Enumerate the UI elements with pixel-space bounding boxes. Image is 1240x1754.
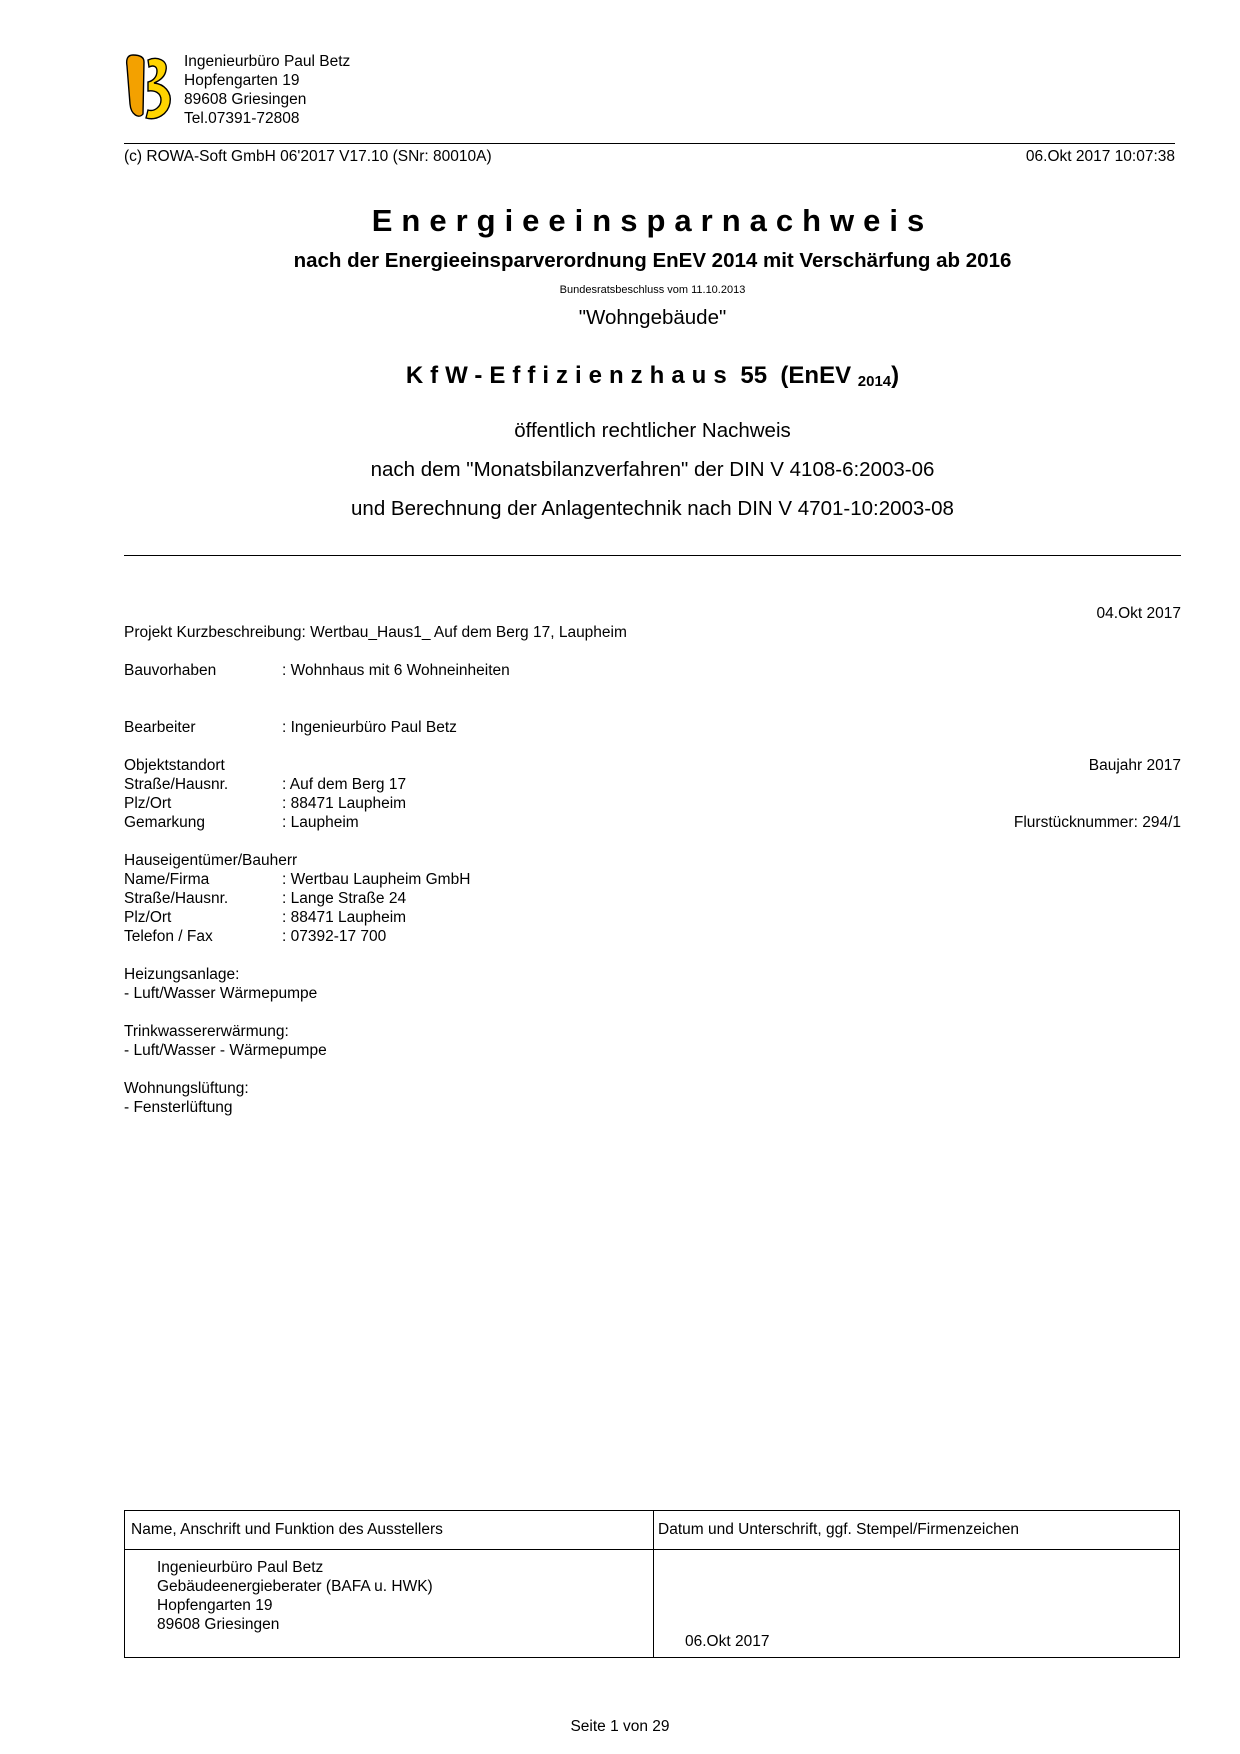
owner-value: : Wertbau Laupheim GmbH: [282, 871, 471, 888]
document-title: Energieeinsparnachweis: [371, 203, 934, 238]
standort-label: Gemarkung: [124, 814, 205, 831]
kfw-number: 55: [740, 362, 768, 389]
issuer-date: 06.Okt 2017: [685, 1633, 770, 1650]
bearbeiter-value: : Ingenieurbüro Paul Betz: [282, 719, 457, 736]
owner-label: Plz/Ort: [124, 909, 172, 926]
owner-heading: Hauseigentümer/Bauherr: [124, 852, 298, 869]
kfw-label: KfW-Effizienzhaus: [405, 362, 734, 389]
kfw-enev: (EnEV: [780, 362, 852, 389]
betz-logo-icon: [124, 52, 176, 124]
office-line: Ingenieurbüro Paul Betz: [184, 53, 351, 70]
page-number: Seite 1 von 29: [570, 1718, 670, 1735]
flurstueck-number: Flurstücknummer: 294/1: [1013, 814, 1181, 831]
office-address: [184, 52, 350, 128]
standort-value: : 88471 Laupheim: [282, 795, 407, 812]
issuer-address-line: Ingenieurbüro Paul Betz: [157, 1559, 324, 1576]
bearbeiter-label: Bearbeiter: [124, 719, 196, 736]
owner-value: : 88471 Laupheim: [282, 909, 407, 926]
project-date: 04.Okt 2017: [1096, 605, 1181, 622]
section-rule: [124, 555, 1181, 556]
header-rule: [124, 143, 1175, 144]
print-timestamp: 06.Okt 2017 10:07:38: [1025, 148, 1175, 165]
heizung-label: Heizungsanlage:: [124, 966, 240, 983]
owner-label: Name/Firma: [124, 871, 210, 888]
kfw-standard: [124, 362, 1181, 390]
resolution-note: Bundesratsbeschluss vom 11.10.2013: [559, 284, 746, 296]
objektstandort-label: Objektstandort: [124, 757, 225, 774]
bauvorhaben-label: Bauvorhaben: [124, 662, 217, 679]
issuer-col2-header: Datum und Unterschrift, ggf. Stempel/Firmenzeichen: [658, 1521, 1019, 1538]
method-line: und Berechnung der Anlagentechnik nach DIN V 4701-10:2003-08: [351, 497, 954, 520]
office-line: Hopfengarten 19: [184, 72, 300, 89]
kfw-year: 2014: [857, 373, 892, 390]
trinkwasser-label: Trinkwassererwärmung:: [124, 1023, 289, 1040]
issuer-address-line: 89608 Griesingen: [157, 1616, 280, 1633]
method-line: nach dem "Monatsbilanzverfahren" der DIN V 4108-6:2003-06: [370, 458, 935, 481]
lueftung-value: - Fensterlüftung: [124, 1099, 233, 1116]
issuer-address: [157, 1558, 433, 1634]
office-line: Tel.07391-72808: [184, 110, 300, 127]
issuer-address-line: Hopfengarten 19: [157, 1597, 273, 1614]
building-type: "Wohngebäude": [578, 306, 727, 329]
project-description: Projekt Kurzbeschreibung: Wertbau_Haus1_ Auf dem Berg 17, Laupheim: [124, 624, 627, 641]
office-line: 89608 Griesingen: [184, 91, 307, 108]
issuer-address-line: Gebäudeenergieberater (BAFA u. HWK): [157, 1578, 433, 1595]
owner-value: : 07392-17 700: [282, 928, 387, 945]
document-subtitle: nach der Energieeinsparverordnung EnEV 2014 mit Verschärfung ab 2016: [293, 249, 1012, 272]
bauvorhaben-value: : Wohnhaus mit 6 Wohneinheiten: [282, 662, 510, 679]
standort-value: : Auf dem Berg 17: [282, 776, 407, 793]
owner-label: Telefon / Fax: [124, 928, 213, 945]
software-credit: (c) ROWA-Soft GmbH 06'2017 V17.10 (SNr: 80010A): [124, 148, 492, 165]
owner-label: Straße/Hausnr.: [124, 890, 229, 907]
trinkwasser-value: - Luft/Wasser - Wärmepumpe: [124, 1042, 327, 1059]
standort-value: : Laupheim: [282, 814, 359, 831]
standort-label: Straße/Hausnr.: [124, 776, 229, 793]
standort-label: Plz/Ort: [124, 795, 172, 812]
issuer-table: [124, 1510, 1180, 1658]
owner-value: : Lange Straße 24: [282, 890, 407, 907]
method-line: öffentlich rechtlicher Nachweis: [514, 419, 791, 442]
kfw-close: ): [891, 362, 900, 389]
issuer-table-divider: [653, 1511, 654, 1657]
issuer-col1-header: Name, Anschrift und Funktion des Ausstellers: [131, 1521, 443, 1538]
heizung-value: - Luft/Wasser Wärmepumpe: [124, 985, 318, 1002]
lueftung-label: Wohnungslüftung:: [124, 1080, 249, 1097]
baujahr: Baujahr 2017: [1088, 757, 1181, 774]
